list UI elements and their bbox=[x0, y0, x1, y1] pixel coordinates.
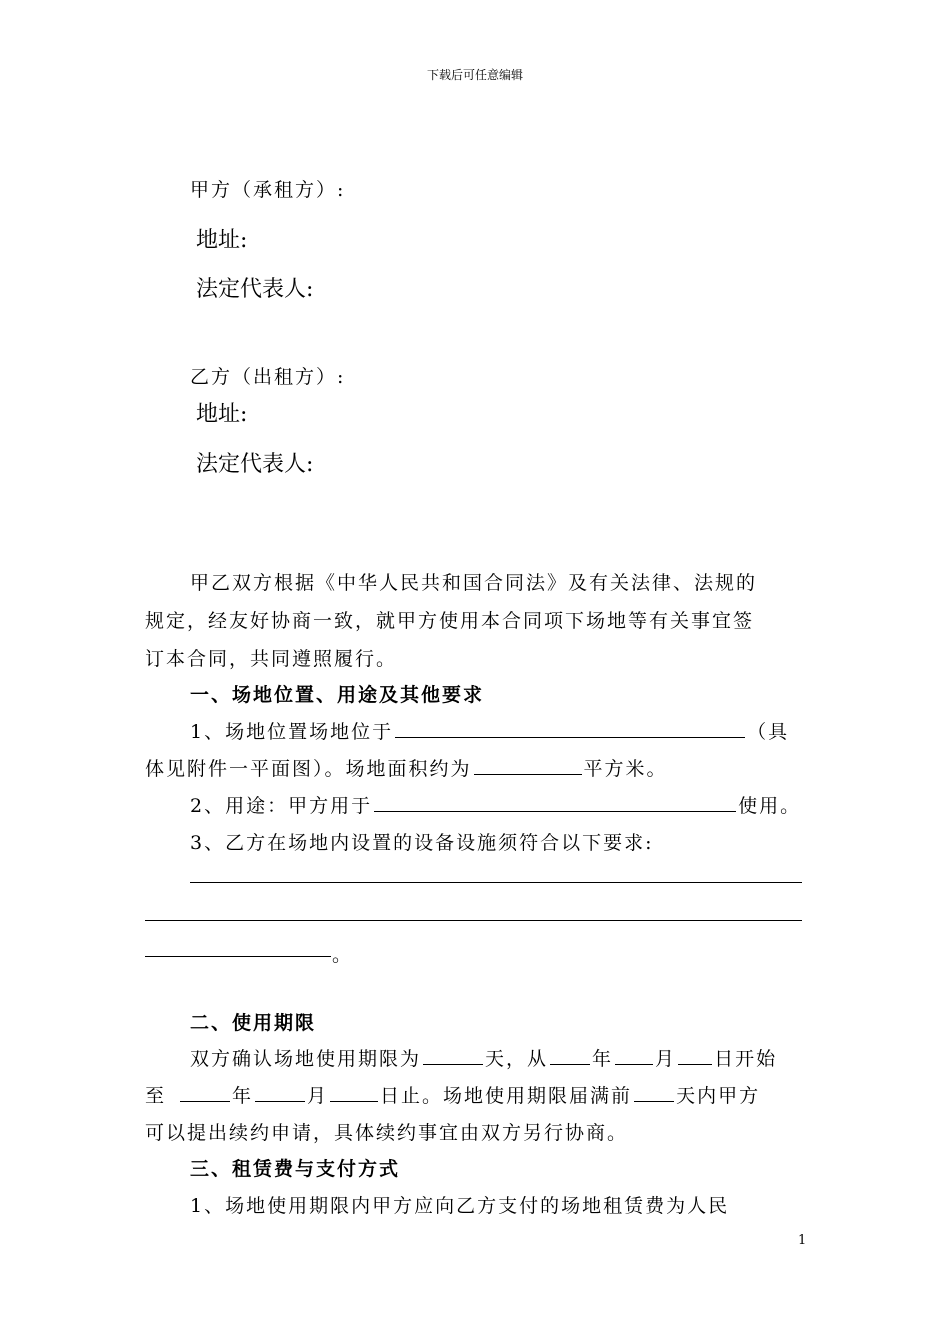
s1-item-2-text-a: 2、用途：甲方用于 bbox=[190, 795, 373, 817]
section-2-title: 二、使用期限 bbox=[190, 1012, 317, 1034]
usage-blank[interactable] bbox=[374, 792, 736, 812]
requirements-blank-line-3[interactable] bbox=[145, 956, 331, 957]
s2-text-i: 日止。场地使用期限届满前 bbox=[380, 1085, 633, 1107]
page-number: 1 bbox=[798, 1233, 807, 1248]
s1-item-1-line-1 bbox=[190, 717, 789, 744]
intro-line-1: 甲乙双方根据《中华人民共和国合同法》及有关法律、法规的 bbox=[190, 572, 758, 594]
s2-text-g: 年 bbox=[232, 1085, 254, 1107]
s2-text-c: 年 bbox=[592, 1048, 614, 1070]
start-day-blank[interactable] bbox=[678, 1045, 712, 1065]
page-header: 下载后可任意编辑 bbox=[426, 68, 523, 82]
s2-text-j: 天内甲方 bbox=[676, 1085, 761, 1107]
s2-line-1 bbox=[190, 1044, 777, 1071]
s2-text-f: 至 bbox=[145, 1085, 167, 1107]
days-blank[interactable] bbox=[423, 1045, 483, 1065]
renewal-days-blank[interactable] bbox=[634, 1082, 674, 1102]
intro-line-2: 规定，经友好协商一致，就甲方使用本合同项下场地等有关事宜签 bbox=[145, 610, 755, 632]
s2-text-e: 日开始 bbox=[714, 1048, 778, 1070]
s2-line-2 bbox=[145, 1081, 760, 1108]
requirements-end-mark: 。 bbox=[332, 944, 354, 966]
party-b-title: 乙方（出租方）: bbox=[190, 366, 346, 388]
party-a-rep-label: 法定代表人: bbox=[196, 277, 314, 302]
start-year-blank[interactable] bbox=[550, 1045, 590, 1065]
end-month-blank[interactable] bbox=[255, 1082, 305, 1102]
s2-text-b: 天，从 bbox=[485, 1048, 549, 1070]
party-a-title: 甲方（承租方）: bbox=[190, 179, 346, 201]
s2-text-h: 月 bbox=[307, 1085, 329, 1107]
area-blank[interactable] bbox=[474, 755, 582, 775]
party-a-address-label: 地址: bbox=[196, 228, 248, 253]
s1-item-1-text-d: 平方米。 bbox=[583, 758, 668, 780]
requirements-blank-line-2[interactable] bbox=[145, 920, 802, 921]
end-day-blank[interactable] bbox=[330, 1082, 378, 1102]
location-blank[interactable] bbox=[395, 718, 745, 738]
s3-item-1: 1、场地使用期限内甲方应向乙方支付的场地租赁费为人民 bbox=[190, 1195, 730, 1217]
s2-text-a: 双方确认场地使用期限为 bbox=[190, 1048, 422, 1070]
s1-item-1-text-c: 体见附件一平面图）。场地面积约为 bbox=[145, 758, 472, 780]
s2-text-d: 月 bbox=[655, 1048, 677, 1070]
end-year-blank[interactable] bbox=[180, 1082, 230, 1102]
party-b-address-label: 地址: bbox=[196, 402, 248, 427]
requirements-blank-line-1[interactable] bbox=[190, 882, 802, 883]
s1-item-1-text-b: （具 bbox=[747, 721, 790, 743]
s1-item-3: 3、乙方在场地内设置的设备设施须符合以下要求: bbox=[190, 832, 654, 854]
s1-item-2-text-b: 使用。 bbox=[738, 795, 802, 817]
s2-line-3: 可以提出续约申请，具体续约事宜由双方另行协商。 bbox=[145, 1122, 629, 1144]
s1-item-1-text-a: 1、场地位置场地位于 bbox=[190, 721, 394, 743]
section-3-title: 三、租赁费与支付方式 bbox=[190, 1158, 401, 1180]
s1-item-1-line-2 bbox=[145, 754, 668, 781]
start-month-blank[interactable] bbox=[615, 1045, 653, 1065]
party-b-rep-label: 法定代表人: bbox=[196, 452, 314, 477]
s1-item-2 bbox=[190, 791, 801, 818]
section-1-title: 一、场地位置、用途及其他要求 bbox=[190, 684, 485, 706]
intro-line-3: 订本合同，共同遵照履行。 bbox=[145, 648, 398, 670]
